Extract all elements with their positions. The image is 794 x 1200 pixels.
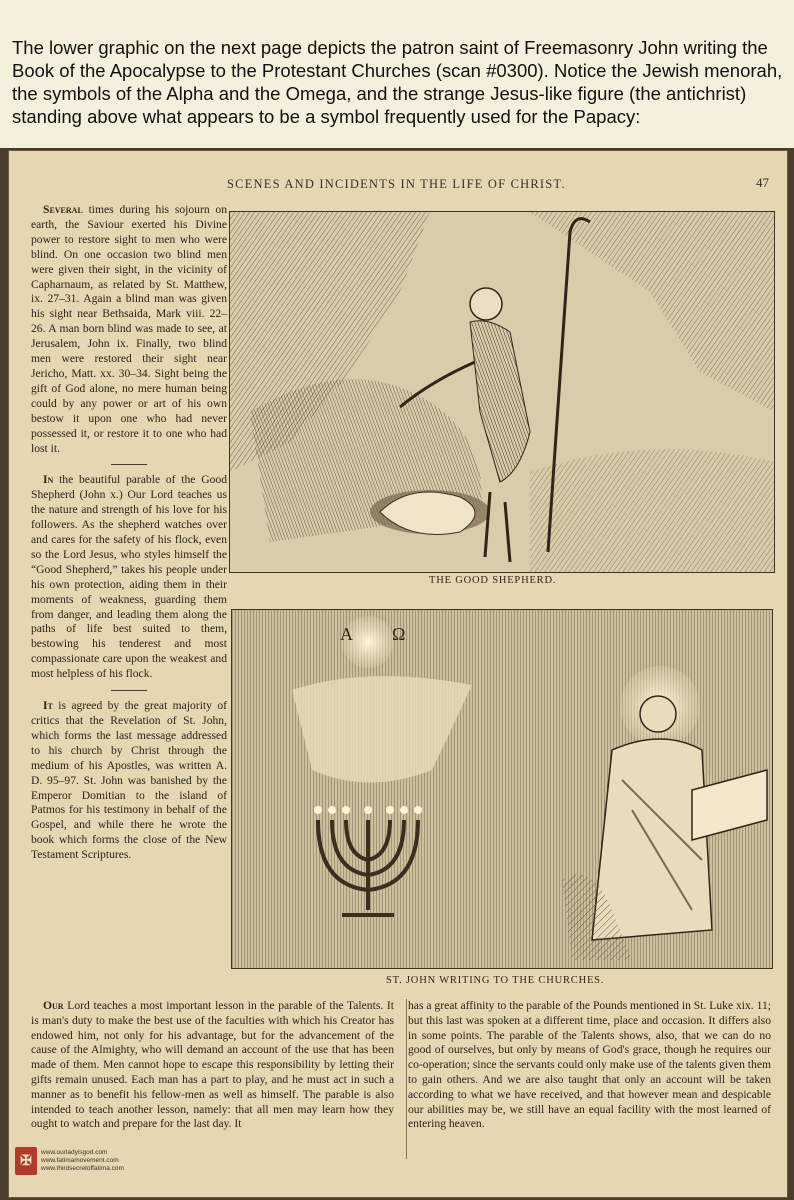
watermark-url: www.ourladyisgod.com [41, 1149, 108, 1156]
paragraph-good-shepherd [31, 473, 227, 682]
paragraph-talents-continued: has a great affinity to the parable of the Pounds mentioned in St. Luke xix. 11; but this last was spoken at a different time, place and occasion. It differs also in some points. The parable of the Talents shows, also, that we can do no good of ourselves, but only by means of God's grace, though he requires our co-operation; since the servants could only make use of the talents given them to gain others. And we are also taught that only an account will be taken according to what we have received, and that however mean and despicable our abilities may be, we still have an equal facility with the most learned of entering heaven. [408, 999, 771, 1131]
fatima-seal-icon: ✠ [15, 1147, 37, 1175]
section-rule [111, 690, 147, 691]
good-shepherd-engraving [229, 211, 775, 573]
scanned-page [8, 150, 788, 1198]
drop-lead: It [43, 699, 53, 713]
section-rule [111, 464, 147, 465]
watermark-url: www.fatimamovement.com [41, 1157, 119, 1164]
paragraph-body: is agreed by the great majority of critics that the Revelation of St. John, which forms the last message addressed to his church by Christ through the medium of his Apostles, was written A. D. 95–97. St. John was banished by the Emperor Domitian to the island of Patmos for his testimony in behalf of the Gospel, and while there he wrote the book which forms the close of the New Testament Scriptures. [31, 699, 227, 862]
paragraph-revelation [31, 699, 227, 863]
st-john-caption: ST. JOHN WRITING TO THE CHURCHES. [386, 975, 605, 986]
running-head: SCENES AND INCIDENTS IN THE LIFE OF CHRIST. [227, 177, 566, 191]
paragraph-talents [31, 999, 394, 1132]
drop-lead: Several [43, 203, 83, 216]
paragraph-body: the beautiful parable of the Good Shepherd (John x.) Our Lord teaches us the nature and strength of his love for his followers. As the shepherd watches over and cares for the safety of his flock, even so the Lord Jesus, who styles himself the “Good Shepherd,” takes his people under his own protection, aiding them in their moments of weakness, guarding them from danger, and leading them along the paths of life best suited to them, bestowing his tenderest and most compassionate care upon the weakest and most helpless of his flock. [31, 473, 227, 681]
good-shepherd-illustration [230, 212, 774, 572]
bottom-right-column [408, 999, 771, 1132]
paragraph-body: times during his sojourn on earth, the Saviour exerted his Divine power to restore sight to men who were blind. On one occasion two blind men were given their sight, in the vicinity of Capharnaum, as related by St. Matthew, ix. 27–31. Again a blind man was given his sight near Bethsaida, Mark viii. 22–26. A man born blind was made to see, at Jerusalem, John ix. Finally, two blind men were restored their sight near Jericho, Matt. xx. 30–34. Sight being the gift of God alone, no mere human being could by any power or art of his own bestow it upon one who had never possessed it, or restore it to one who had lost it. [31, 203, 227, 455]
st-john-illustration [232, 610, 772, 968]
st-john-engraving [231, 609, 773, 969]
bottom-text-columns [31, 999, 771, 1132]
page-number: 47 [756, 175, 769, 190]
watermark-url: www.thirdsecretoffatima.com [41, 1165, 124, 1172]
drop-lead: In [43, 473, 54, 487]
watermark-urls [41, 1149, 124, 1173]
paragraph-blind-men [31, 203, 227, 456]
drop-lead: Our [43, 999, 64, 1012]
caption-text: The lower graphic on the next page depicts the patron saint of Freemasonry John writing the Book of the Apocalypse to the Protestant Churches (scan #0300). Notice the Jewish menorah, the symbols of the Alpha and the Omega, and the strange Jesus-like figure (the antichrist) standing above what appears to be a symbol frequently used for the Papacy: [12, 37, 783, 127]
omega-symbol: Ω [392, 624, 406, 644]
alpha-symbol: Α [340, 624, 353, 644]
column-divider [406, 999, 407, 1159]
site-watermark [15, 1147, 124, 1175]
left-text-column [31, 203, 227, 863]
caption-bar [0, 0, 794, 148]
paragraph-body: Lord teaches a most important lesson in the parable of the Talents. It is man's duty to make the best use of the faculties with which his Creator has endowed him, not only for his advantage, but for the advancement of the cause of the Almighty, who will demand an account of the use that has been made of them. Men cannot hope to escape this responsibility by letting their gifts remain unused. Each man has a part to play, and he must act in such a manner as to benefit his fellow-men as well as himself. The parable is also intended to teach another lesson, namely: that all men may learn how they ought to watch and prepare for the last day. It [31, 999, 394, 1131]
bottom-left-column [31, 999, 394, 1132]
good-shepherd-caption: THE GOOD SHEPHERD. [429, 575, 557, 586]
